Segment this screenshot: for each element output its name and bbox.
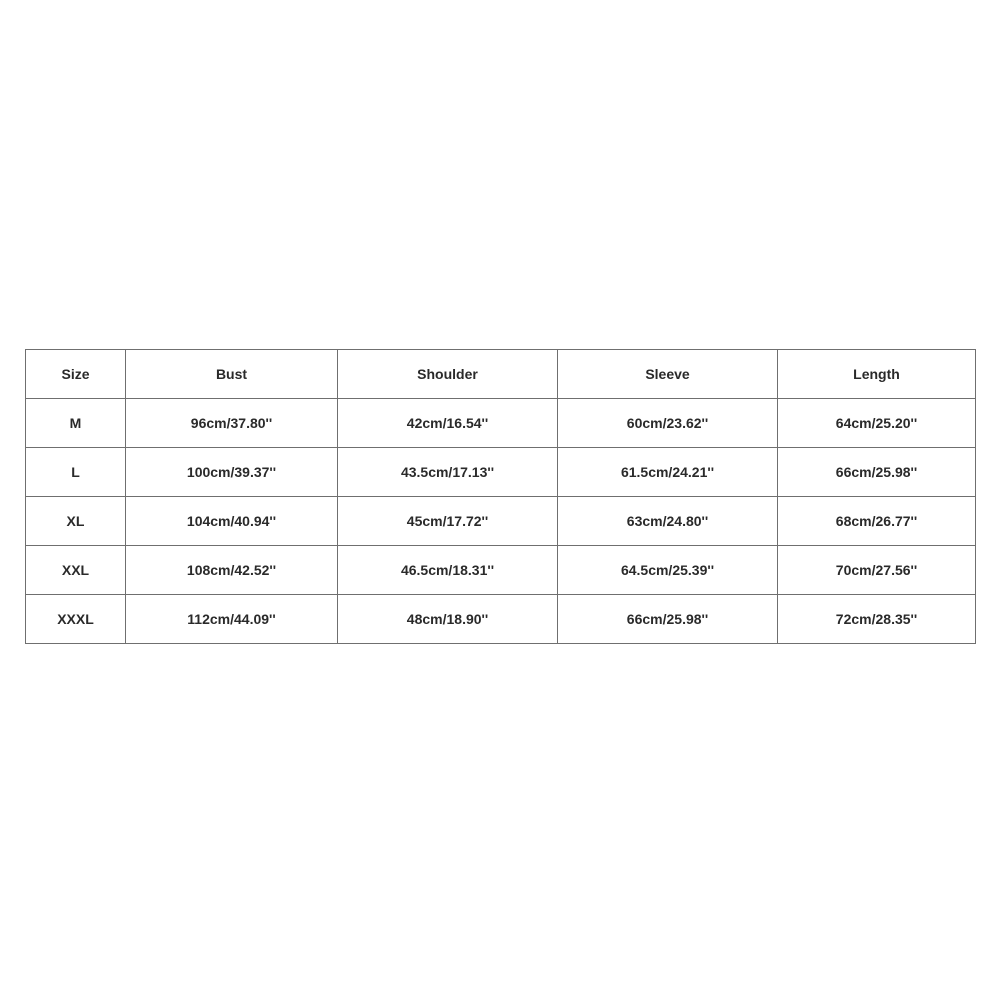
header-sleeve: Sleeve	[558, 350, 778, 399]
sleeve-cell: 66cm/25.98''	[558, 595, 778, 644]
length-cell: 68cm/26.77''	[778, 497, 976, 546]
length-cell: 70cm/27.56''	[778, 546, 976, 595]
size-cell: XXL	[26, 546, 126, 595]
table-row	[26, 595, 976, 644]
bust-cell: 112cm/44.09''	[126, 595, 338, 644]
table-row	[26, 448, 976, 497]
table-header-row	[26, 350, 976, 399]
shoulder-cell: 48cm/18.90''	[338, 595, 558, 644]
length-cell: 64cm/25.20''	[778, 399, 976, 448]
table-row	[26, 546, 976, 595]
sleeve-cell: 63cm/24.80''	[558, 497, 778, 546]
bust-cell: 100cm/39.37''	[126, 448, 338, 497]
length-cell: 72cm/28.35''	[778, 595, 976, 644]
header-bust: Bust	[126, 350, 338, 399]
shoulder-cell: 45cm/17.72''	[338, 497, 558, 546]
sleeve-cell: 61.5cm/24.21''	[558, 448, 778, 497]
header-length: Length	[778, 350, 976, 399]
sleeve-cell: 60cm/23.62''	[558, 399, 778, 448]
size-cell: L	[26, 448, 126, 497]
table-row	[26, 399, 976, 448]
header-size: Size	[26, 350, 126, 399]
size-cell: M	[26, 399, 126, 448]
length-cell: 66cm/25.98''	[778, 448, 976, 497]
bust-cell: 96cm/37.80''	[126, 399, 338, 448]
bust-cell: 108cm/42.52''	[126, 546, 338, 595]
shoulder-cell: 46.5cm/18.31''	[338, 546, 558, 595]
bust-cell: 104cm/40.94''	[126, 497, 338, 546]
size-cell: XL	[26, 497, 126, 546]
shoulder-cell: 43.5cm/17.13''	[338, 448, 558, 497]
size-cell: XXXL	[26, 595, 126, 644]
shoulder-cell: 42cm/16.54''	[338, 399, 558, 448]
sleeve-cell: 64.5cm/25.39''	[558, 546, 778, 595]
header-shoulder: Shoulder	[338, 350, 558, 399]
table-row	[26, 497, 976, 546]
size-chart-table	[25, 349, 976, 644]
